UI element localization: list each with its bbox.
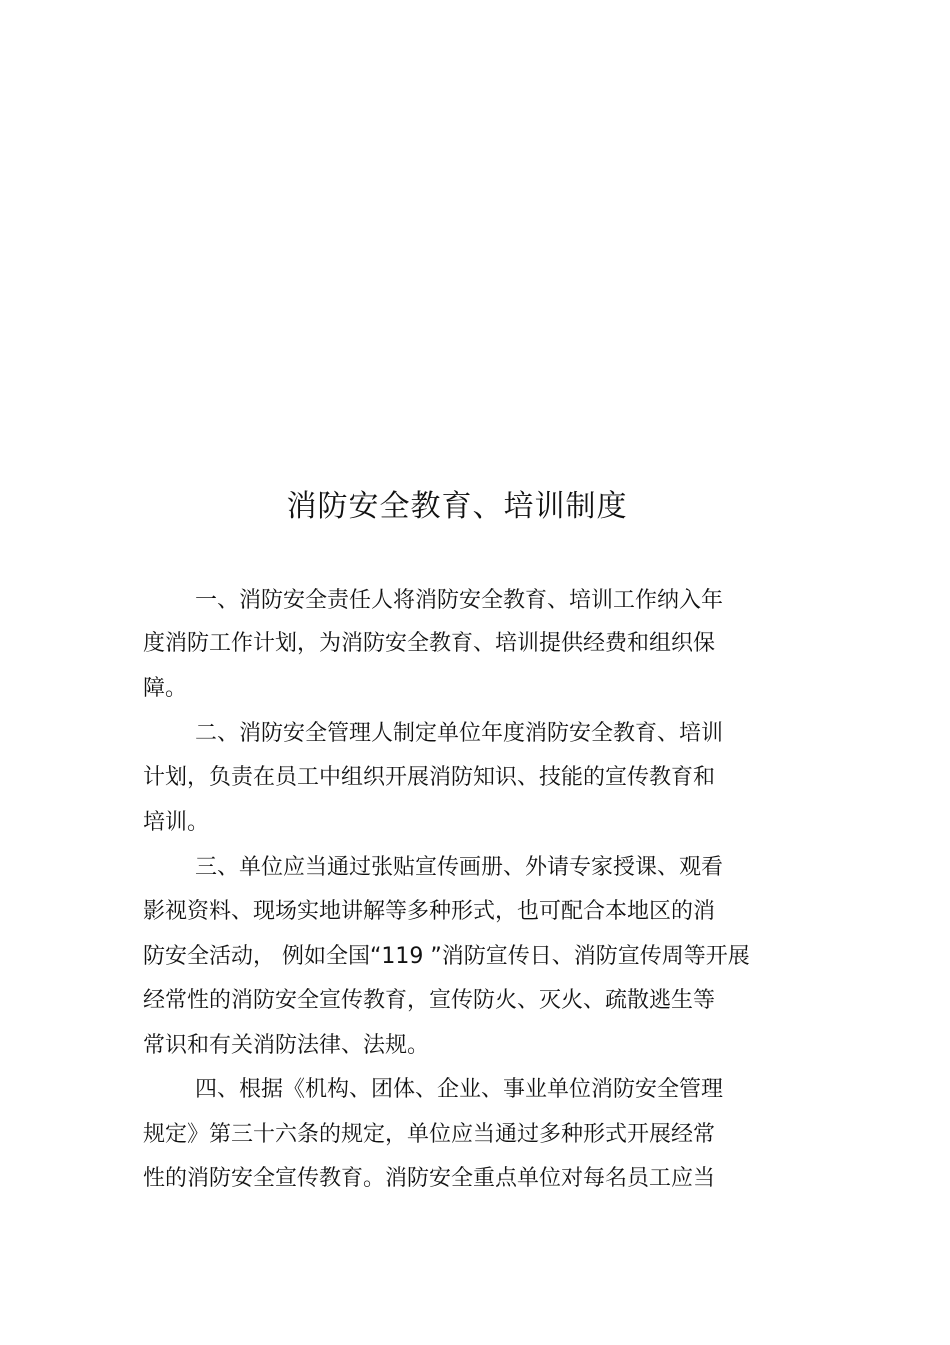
paragraph-2-line-2: 计划，负责在员工中组织开展消防知识、技能的宣传教育和 (143, 765, 716, 790)
paragraph-3-line-1: 三、单位应当通过张贴宣传画册、外请专家授课、观看 (195, 855, 724, 880)
paragraph-4-line-1: 四、根据《机构、团体、企业、事业单位消防安全管理 (195, 1077, 724, 1102)
paragraph-3-line-4: 经常性的消防安全宣传教育，宣传防火、灭火、疏散逃生等 (143, 988, 716, 1013)
paragraph-1-line-3: 障。 (143, 676, 188, 701)
paragraph-2-line-1: 二、消防安全管理人制定单位年度消防安全教育、培训 (195, 721, 724, 746)
paragraph-4-line-2: 规定》第三十六条的规定，单位应当通过多种形式开展经常 (143, 1122, 716, 1147)
paragraph-2-line-3: 培训。 (143, 810, 210, 835)
paragraph-1-line-1: 一、消防安全责任人将消防安全教育、培训工作纳入年 (195, 588, 724, 613)
document-title: 消防安全教育、培训制度 (286, 489, 628, 524)
paragraph-3-line-5: 常识和有关消防法律、法规。 (143, 1033, 430, 1058)
paragraph-1-line-2: 度消防工作计划，为消防安全教育、培训提供经费和组织保 (143, 631, 716, 656)
paragraph-3-line-3: 防安全活动， 例如全国“119 ”消防宣传日、消防宣传周等开展 (143, 944, 750, 969)
paragraph-3-line-2: 影视资料、现场实地讲解等多种形式，也可配合本地区的消 (143, 899, 716, 924)
paragraph-4-line-3: 性的消防安全宣传教育。消防安全重点单位对每名员工应当 (143, 1166, 716, 1191)
